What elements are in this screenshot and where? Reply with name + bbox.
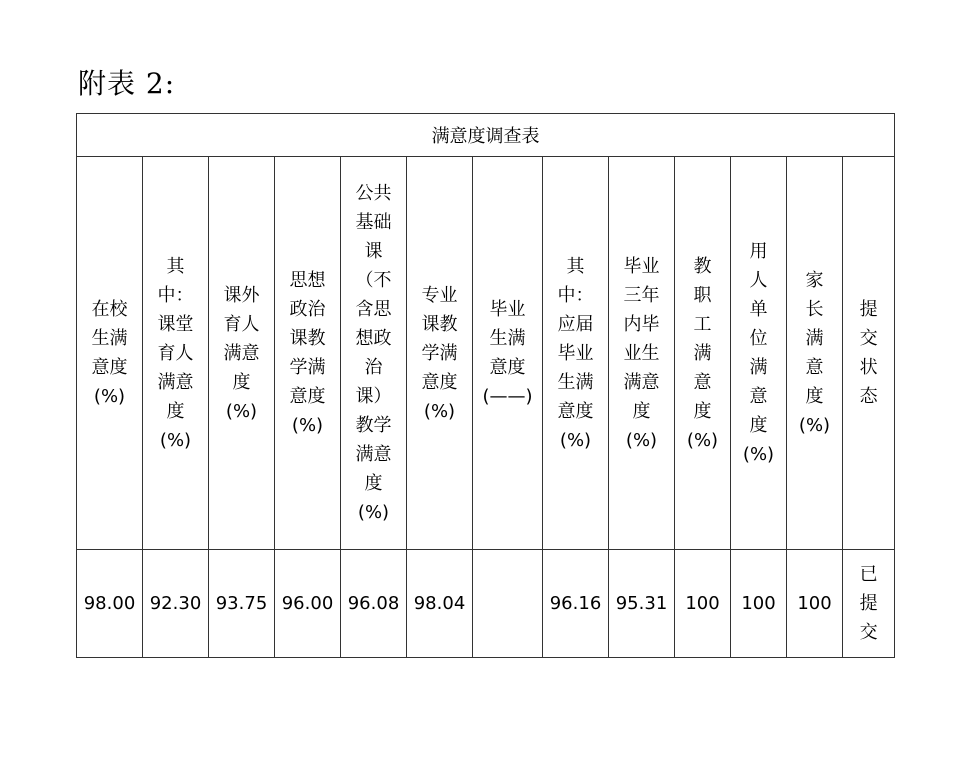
status-text-line: 已 xyxy=(859,564,878,585)
column-header-label xyxy=(422,281,458,426)
column-header-label xyxy=(558,252,594,455)
header-text-line: 应届 xyxy=(557,313,594,335)
header-text-line: 业生 xyxy=(623,342,660,364)
header-text-line: 位 xyxy=(749,328,768,349)
column-header-label xyxy=(687,252,718,455)
column-header-label xyxy=(158,252,194,455)
header-text-line: 意度 xyxy=(557,400,594,422)
header-text-line: 公共 xyxy=(355,183,392,204)
value-cell: 96.08 xyxy=(341,550,407,658)
column-header xyxy=(341,157,407,550)
status-text-line: 提 xyxy=(859,593,878,614)
header-text-line: 满 xyxy=(805,328,824,349)
header-text-line: 学满 xyxy=(421,342,458,364)
header-text-line: 度 xyxy=(749,415,768,436)
header-text-line: 单 xyxy=(749,299,768,320)
column-header-label xyxy=(290,266,326,440)
header-text-line: （不 xyxy=(355,270,392,291)
value-cell: 98.00 xyxy=(77,550,143,658)
header-text-line: 提 xyxy=(859,299,878,320)
column-header-label xyxy=(356,179,392,527)
column-header xyxy=(843,157,895,550)
header-text-line: 教学 xyxy=(355,415,392,436)
status-cell xyxy=(843,550,895,658)
value-cell: 96.00 xyxy=(275,550,341,658)
table-title: 满意度调查表 xyxy=(77,114,895,157)
column-header xyxy=(143,157,209,550)
header-text-line: 度 xyxy=(805,386,824,407)
header-text-line: 生满 xyxy=(91,328,128,349)
header-text-line: 基础 xyxy=(355,212,392,233)
header-text-line: 想政 xyxy=(355,328,392,349)
header-text-line: 课外 xyxy=(223,284,260,306)
header-text-line: 三年 xyxy=(623,284,660,306)
header-text-line: (%) xyxy=(798,415,831,436)
header-text-line: (%) xyxy=(742,444,775,465)
value-cell: 92.30 xyxy=(143,550,209,658)
column-header-row xyxy=(77,157,895,550)
header-text-line: 生满 xyxy=(489,328,526,349)
header-text-line: 课） xyxy=(355,386,392,407)
header-text-line: 课堂 xyxy=(157,313,194,335)
header-text-line: 意度 xyxy=(421,371,458,393)
header-text-line: 状 xyxy=(859,357,878,378)
header-text-line: 其 xyxy=(566,255,585,277)
column-header xyxy=(473,157,543,550)
header-text-line: (%) xyxy=(93,386,126,407)
header-text-line: 用 xyxy=(749,241,768,262)
header-text-line: 意 xyxy=(693,371,712,393)
header-text-line: 育人 xyxy=(223,313,260,335)
header-text-line: (%) xyxy=(357,502,390,523)
column-header-label xyxy=(482,295,532,411)
header-text-line: 含思 xyxy=(355,299,392,320)
header-text-line: 课 xyxy=(364,241,383,262)
header-text-line: 满意 xyxy=(355,444,392,465)
header-text-line: 度 xyxy=(364,473,383,494)
column-header xyxy=(407,157,473,550)
column-header xyxy=(543,157,609,550)
appendix-heading: 附表 2: xyxy=(78,67,176,100)
header-text-line: 内毕 xyxy=(623,313,660,335)
header-text-line: 教 xyxy=(693,255,712,277)
header-text-line: 满意 xyxy=(223,342,260,364)
header-text-line: 态 xyxy=(859,386,878,407)
value-cell: 96.16 xyxy=(543,550,609,658)
column-header xyxy=(731,157,787,550)
header-text-line: 度 xyxy=(166,400,185,422)
header-text-line: 课教 xyxy=(421,313,458,335)
column-header xyxy=(675,157,731,550)
column-header xyxy=(77,157,143,550)
status-text-line: 交 xyxy=(859,622,878,643)
column-header xyxy=(609,157,675,550)
header-text-line: 生满 xyxy=(557,371,594,393)
header-text-line: 毕业 xyxy=(489,299,526,320)
header-text-line: 课教 xyxy=(289,328,326,349)
column-header-label xyxy=(860,295,878,411)
header-text-line: (%) xyxy=(686,429,719,451)
header-text-line: 专业 xyxy=(421,284,458,306)
header-text-line: (%) xyxy=(159,429,192,451)
column-header-label xyxy=(92,295,128,411)
header-text-line: (%) xyxy=(559,429,592,451)
header-text-line: 交 xyxy=(859,328,878,349)
header-text-line: (%) xyxy=(291,415,324,436)
header-text-line: 其 xyxy=(166,255,185,277)
header-text-line: 职 xyxy=(693,284,712,306)
header-text-line: 长 xyxy=(805,299,824,320)
header-text-line: 家 xyxy=(805,270,824,291)
value-cell: 100 xyxy=(787,550,843,658)
value-cell: 98.04 xyxy=(407,550,473,658)
header-text-line: 度 xyxy=(693,400,712,422)
value-row xyxy=(77,550,895,658)
value-cell: 100 xyxy=(731,550,787,658)
header-text-line: 度 xyxy=(632,400,651,422)
column-header xyxy=(209,157,275,550)
value-cell: 95.31 xyxy=(609,550,675,658)
column-header xyxy=(275,157,341,550)
table-title-row xyxy=(77,114,895,157)
header-text-line: 人 xyxy=(749,270,768,291)
satisfaction-survey-table xyxy=(76,113,895,658)
header-text-line: 中： xyxy=(157,284,194,306)
header-text-line: 在校 xyxy=(91,299,128,320)
header-text-line: (——) xyxy=(482,386,533,407)
column-header-label xyxy=(624,252,660,455)
header-text-line: 满 xyxy=(693,342,712,364)
column-header-label xyxy=(224,281,260,426)
header-text-line: 思想 xyxy=(289,270,326,291)
header-text-line: (%) xyxy=(625,429,658,451)
header-text-line: 满意 xyxy=(157,371,194,393)
value-cell: 100 xyxy=(675,550,731,658)
column-header-label xyxy=(799,266,830,440)
header-text-line: 满意 xyxy=(623,371,660,393)
header-text-line: 工 xyxy=(693,313,712,335)
header-text-line: 中： xyxy=(557,284,594,306)
header-text-line: 满 xyxy=(749,357,768,378)
column-header xyxy=(787,157,843,550)
header-text-line: 学满 xyxy=(289,357,326,378)
header-text-line: 意度 xyxy=(91,357,128,378)
header-text-line: 治 xyxy=(364,357,383,378)
header-text-line: 毕业 xyxy=(623,255,660,277)
header-text-line: (%) xyxy=(225,400,258,422)
header-text-line: 意度 xyxy=(489,357,526,378)
header-text-line: 毕业 xyxy=(557,342,594,364)
header-text-line: 政治 xyxy=(289,299,326,320)
header-text-line: 育人 xyxy=(157,342,194,364)
value-cell: 93.75 xyxy=(209,550,275,658)
header-text-line: 意 xyxy=(749,386,768,407)
header-text-line: 意度 xyxy=(289,386,326,407)
header-text-line: (%) xyxy=(423,400,456,422)
header-text-line: 度 xyxy=(232,371,251,393)
header-text-line: 意 xyxy=(805,357,824,378)
value-cell xyxy=(473,550,543,658)
column-header-label xyxy=(743,237,774,469)
